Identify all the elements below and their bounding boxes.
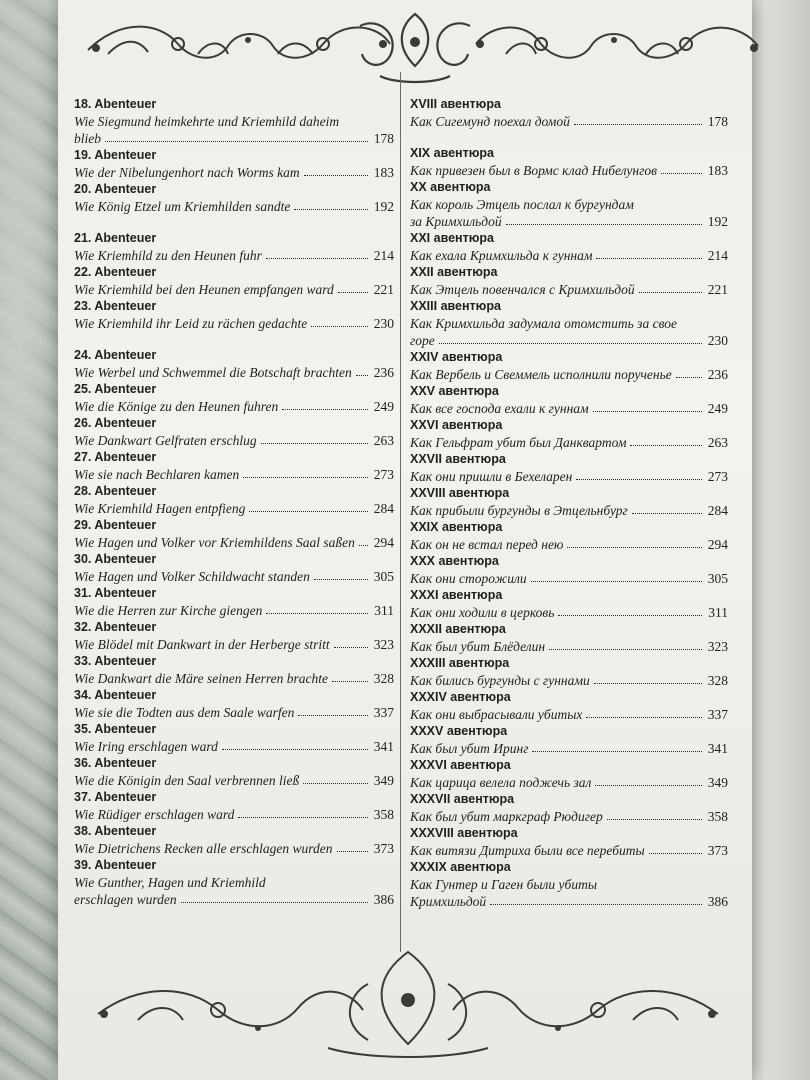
toc-entry (410, 383, 728, 417)
toc-entry-title: XXXI авентюра (410, 588, 503, 602)
toc-entry-page: 386 (373, 892, 394, 907)
toc-entry-title: XXXIII авентюра (410, 656, 510, 670)
toc-entry-text: Как был убит Иринг (410, 741, 529, 756)
toc-entry-title: 19. Abenteuer (74, 148, 157, 162)
toc-entry-text: Как Вербель и Свеммель исполнили порученье (410, 367, 672, 382)
toc-entry-title: XXVII авентюра (410, 452, 506, 466)
dot-leader (332, 681, 368, 682)
toc-entry (74, 147, 394, 181)
toc-entry-page: 236 (707, 367, 728, 382)
dot-leader (314, 579, 368, 580)
dot-leader (181, 902, 368, 903)
dot-leader (439, 343, 702, 344)
toc-entry-title: XXV авентюра (410, 384, 499, 398)
toc-entry-page: 349 (707, 775, 728, 790)
toc-entry-text: Wie die Könige zu den Heunen fuhren (74, 399, 279, 414)
toc-entry-text: Как они сторожили (410, 571, 527, 586)
toc-entry-title: 31. Abenteuer (74, 586, 157, 600)
toc-entry (410, 298, 728, 349)
toc-entry-page: 221 (373, 282, 394, 297)
dot-leader (222, 749, 368, 750)
toc-entry (410, 96, 728, 130)
dot-leader (630, 445, 701, 446)
toc-entry-text: Wie Blödel mit Dankwart in der Herberge stritt (74, 637, 330, 652)
dot-leader (266, 258, 368, 259)
toc-entry (74, 96, 394, 147)
toc-entry-page: 328 (373, 671, 394, 686)
toc-entry-text: горе (410, 333, 435, 348)
toc-entry-text: Wie Werbel und Schwemmel die Botschaft brachten (74, 365, 352, 380)
toc-entry (74, 755, 394, 789)
toc-entry-page: 273 (707, 469, 728, 484)
toc-entry (74, 585, 394, 619)
toc-entry-page: 178 (373, 131, 394, 146)
toc-entry-text: Wie Rüdiger erschlagen ward (74, 807, 235, 822)
toc-entry (410, 587, 728, 621)
dot-leader (594, 683, 702, 684)
toc-entry-title: XXI авентюра (410, 231, 494, 245)
toc-entry-text: Как они выбрасывали убитых (410, 707, 583, 722)
dot-leader (661, 173, 702, 174)
dot-leader (337, 851, 368, 852)
book-page (58, 0, 752, 1080)
toc-entry-page: 349 (373, 773, 394, 788)
dot-leader (266, 613, 368, 614)
toc-entry-title: XXXVIII авентюра (410, 826, 518, 840)
dot-leader (639, 292, 702, 293)
dot-leader (338, 292, 368, 293)
toc-entry-title: 21. Abenteuer (74, 231, 157, 245)
toc-entry-page: 337 (373, 705, 394, 720)
dot-leader (105, 141, 368, 142)
toc-entry-page: 249 (373, 399, 394, 414)
toc-entry (410, 723, 728, 757)
dot-leader (676, 377, 702, 378)
toc-entry (410, 553, 728, 587)
toc-entry-text: Как они ходили в церковь (410, 605, 555, 620)
toc-entry (410, 689, 728, 723)
toc-entry-text: Как витязи Дитриха были все перебиты (410, 843, 645, 858)
toc-entry-title: XXXV авентюра (410, 724, 508, 738)
toc-entry-page: 358 (373, 807, 394, 822)
toc-entry (410, 859, 728, 910)
toc-entry-page: 214 (707, 248, 728, 263)
toc-entry (74, 653, 394, 687)
toc-entry-text: Wie Hagen und Volker vor Kriemhildens Saal saßen (74, 535, 355, 550)
dot-leader (576, 479, 701, 480)
toc-entry (74, 483, 394, 517)
dot-leader (632, 513, 702, 514)
toc-entry-page: 373 (707, 843, 728, 858)
toc-entry (410, 519, 728, 553)
toc-entry-title: 39. Abenteuer (74, 858, 157, 872)
toc-entry (74, 789, 394, 823)
toc-entry-title: 27. Abenteuer (74, 450, 157, 464)
toc-entry-page: 273 (373, 467, 394, 482)
toc-entry-text: Wie sie die Todten aus dem Saale warfen (74, 705, 295, 720)
toc-entry-text-line1: Как Кримхильда задумала отомстить за свое (410, 316, 677, 331)
dot-leader (649, 853, 702, 854)
toc-entry-text: Wie die Herren zur Kirche giengen (74, 603, 263, 618)
toc-entry-page: 311 (708, 605, 728, 620)
dot-leader (261, 443, 368, 444)
toc-entry (74, 687, 394, 721)
toc-entry-title: 30. Abenteuer (74, 552, 157, 566)
dot-leader (238, 817, 367, 818)
toc-entry-page: 183 (707, 163, 728, 178)
dot-leader (490, 904, 702, 905)
toc-entry-title: XXVIII авентюра (410, 486, 510, 500)
toc-entry (410, 757, 728, 791)
toc-entry-text: Как Гельфрат убит был Данквартом (410, 435, 627, 450)
toc-entry-title: XVIII авентюра (410, 97, 501, 111)
column-divider (400, 72, 401, 952)
dot-leader (334, 647, 368, 648)
toc-entry-title: XIX авентюра (410, 146, 494, 160)
toc-entry (74, 298, 394, 332)
dot-leader (249, 511, 367, 512)
toc-entry-text: Как ехала Кримхильда к гуннам (410, 248, 593, 263)
toc-entry-page: 341 (707, 741, 728, 756)
toc-entry-page: 284 (373, 501, 394, 516)
toc-entry (410, 264, 728, 298)
dot-leader (574, 124, 702, 125)
dot-leader (298, 715, 367, 716)
toc-entry-title: 32. Abenteuer (74, 620, 157, 634)
dot-leader (567, 547, 701, 548)
toc-column-german (74, 96, 394, 908)
toc-entry (74, 517, 394, 551)
toc-entry-title: XXII авентюра (410, 265, 498, 279)
dot-leader (595, 785, 701, 786)
dot-leader (549, 649, 702, 650)
toc-entry-title: XXIX авентюра (410, 520, 503, 534)
toc-entry (74, 551, 394, 585)
toc-entry-title: 37. Abenteuer (74, 790, 157, 804)
toc-entry (74, 230, 394, 264)
toc-entry-page: 183 (373, 165, 394, 180)
toc-entry-text-line1: Как Гунтер и Гаген были убиты (410, 877, 597, 892)
toc-entry-text: Wie der Nibelungenhort nach Worms kam (74, 165, 300, 180)
toc-entry-title: XXIII авентюра (410, 299, 501, 313)
toc-entry-title: 29. Abenteuer (74, 518, 157, 532)
toc-entry-text-line1: Wie Siegmund heimkehrte und Kriemhild daheim (74, 114, 340, 129)
toc-entry (74, 415, 394, 449)
toc-entry (410, 825, 728, 859)
toc-entry-text: Как все господа ехали к гуннам (410, 401, 589, 416)
ornament-top-right (466, 20, 766, 68)
toc-entry-title: 26. Abenteuer (74, 416, 157, 430)
toc-entry-page: 358 (707, 809, 728, 824)
toc-entry-title: XXXVII авентюра (410, 792, 515, 806)
toc-entry-text: Как они пришли в Бехеларен (410, 469, 573, 484)
toc-entry-title: 18. Abenteuer (74, 97, 157, 111)
toc-entry-title: XXVI авентюра (410, 418, 503, 432)
dot-leader (586, 717, 701, 718)
dot-leader (531, 581, 702, 582)
toc-entry (410, 655, 728, 689)
toc-entry-text: Как привезен был в Вормс клад Нибелунгов (410, 163, 657, 178)
toc-entry-text: Wie Dankwart Gelfraten erschlug (74, 433, 257, 448)
toc-entry-page: 337 (707, 707, 728, 722)
toc-entry (410, 417, 728, 451)
toc-entry-title: 35. Abenteuer (74, 722, 157, 736)
dot-leader (304, 175, 368, 176)
toc-entry (74, 347, 394, 381)
toc-entry-text: Wie Hagen und Volker Schildwacht standen (74, 569, 310, 584)
toc-entry-text: Wie Kriemhild bei den Heunen empfangen ward (74, 282, 334, 297)
toc-entry (74, 181, 394, 215)
toc-entry-page: 230 (373, 316, 394, 331)
toc-entry-title: 38. Abenteuer (74, 824, 157, 838)
toc-entry (410, 230, 728, 264)
toc-entry (74, 721, 394, 755)
toc-entry-text: blieb (74, 131, 101, 146)
toc-entry-title: XX авентюра (410, 180, 491, 194)
toc-entry-text: Как бились бургунды с гуннами (410, 673, 590, 688)
toc-entry-page: 305 (707, 571, 728, 586)
toc-entry-title: 28. Abenteuer (74, 484, 157, 498)
toc-entry-text: Как был убит маркграф Рюдигер (410, 809, 603, 824)
toc-entry-title: XXXVI авентюра (410, 758, 511, 772)
toc-entry-text: Wie König Etzel um Kriemhilden sandte (74, 199, 291, 214)
toc-entry-text: Как прибыли бургунды в Этцельнбург (410, 503, 628, 518)
toc-entry-title: 20. Abenteuer (74, 182, 157, 196)
toc-column-russian (410, 96, 728, 910)
toc-entry (410, 349, 728, 383)
toc-entry (74, 449, 394, 483)
toc-entry-page: 249 (707, 401, 728, 416)
toc-entry (74, 857, 394, 908)
toc-entry-title: XXXII авентюра (410, 622, 506, 636)
toc-entry-page: 192 (373, 199, 394, 214)
dot-leader (532, 751, 701, 752)
dot-leader (282, 409, 368, 410)
toc-entry-page: 305 (373, 569, 394, 584)
toc-entry-page: 221 (707, 282, 728, 297)
toc-entry-page: 284 (707, 503, 728, 518)
toc-entry-page: 328 (707, 673, 728, 688)
toc-entry (410, 621, 728, 655)
dot-leader (243, 477, 368, 478)
toc-entry-title: 25. Abenteuer (74, 382, 157, 396)
toc-entry-text: Как он не встал перед нею (410, 537, 564, 552)
toc-entry-title: 34. Abenteuer (74, 688, 157, 702)
toc-entry (74, 823, 394, 857)
toc-entry-text: Как Сигемунд поехал домой (410, 114, 570, 129)
toc-entry-page: 263 (373, 433, 394, 448)
dot-leader (294, 209, 367, 210)
toc-entry-text: Wie Dietrichens Recken alle erschlagen wurden (74, 841, 333, 856)
toc-entry-title: 22. Abenteuer (74, 265, 157, 279)
toc-entry (410, 145, 728, 179)
toc-entry-title: 24. Abenteuer (74, 348, 157, 362)
toc-entry-page: 192 (707, 214, 728, 229)
toc-entry-text: erschlagen wurden (74, 892, 177, 907)
toc-entry-page: 294 (373, 535, 394, 550)
dot-leader (593, 411, 702, 412)
toc-entry-page: 341 (373, 739, 394, 754)
dot-leader (311, 326, 368, 327)
toc-entry-text: Wie Kriemhild Hagen entpfieng (74, 501, 246, 516)
dot-leader (506, 224, 702, 225)
toc-entry-page: 214 (373, 248, 394, 263)
dot-leader (303, 783, 368, 784)
dot-leader (596, 258, 701, 259)
toc-entry (410, 179, 728, 230)
toc-entry (410, 451, 728, 485)
toc-entry-text: Как Этцель повенчался с Кримхильдой (410, 282, 635, 297)
toc-entry-page: 294 (707, 537, 728, 552)
toc-entry-page: 323 (373, 637, 394, 652)
toc-entry-text-line1: Wie Gunther, Hagen und Kriemhild (74, 875, 266, 890)
toc-entry-text-line1: Как король Этцель послал к бургундам (410, 197, 634, 212)
toc-entry-title: XXXIX авентюра (410, 860, 511, 874)
toc-entry (74, 381, 394, 415)
toc-entry (74, 264, 394, 298)
toc-entry-title: 36. Abenteuer (74, 756, 157, 770)
toc-entry-text: Wie Iring erschlagen ward (74, 739, 218, 754)
toc-entry (410, 791, 728, 825)
toc-entry-title: XXIV авентюра (410, 350, 503, 364)
toc-entry-title: XXXIV авентюра (410, 690, 511, 704)
toc-entry-page: 323 (707, 639, 728, 654)
toc-entry-text: Wie die Königin den Saal verbrennen ließ (74, 773, 300, 788)
toc-entry-page: 311 (374, 603, 394, 618)
toc-entry-page: 373 (373, 841, 394, 856)
toc-entry-text: Как царица велела поджечь зал (410, 775, 592, 790)
toc-entry-page: 230 (707, 333, 728, 348)
toc-entry-text: Wie Kriemhild zu den Heunen fuhr (74, 248, 262, 263)
toc-entry-title: 23. Abenteuer (74, 299, 157, 313)
toc-entry-text: Как был убит Блёделин (410, 639, 546, 654)
dot-leader (359, 545, 368, 546)
toc-entry-page: 263 (707, 435, 728, 450)
dot-leader (607, 819, 702, 820)
dot-leader (356, 375, 368, 376)
toc-entry-title: 33. Abenteuer (74, 654, 157, 668)
dot-leader (558, 615, 702, 616)
toc-entry-page: 386 (707, 894, 728, 909)
toc-entry-text: Wie Kriemhild ihr Leid zu rächen gedachte (74, 316, 308, 331)
ornament-bottom (78, 944, 738, 1064)
toc-entry (410, 485, 728, 519)
toc-entry-page: 236 (373, 365, 394, 380)
toc-entry-title: XXX авентюра (410, 554, 499, 568)
toc-entry-text: Wie sie nach Bechlaren kamen (74, 467, 240, 482)
toc-entry (74, 619, 394, 653)
toc-entry-text: Wie Dankwart die Märe seinen Herren brachte (74, 671, 328, 686)
toc-entry-text: за Кримхильдой (410, 214, 502, 229)
toc-entry-text: Кримхильдой (410, 894, 487, 909)
toc-entry-page: 178 (707, 114, 728, 129)
